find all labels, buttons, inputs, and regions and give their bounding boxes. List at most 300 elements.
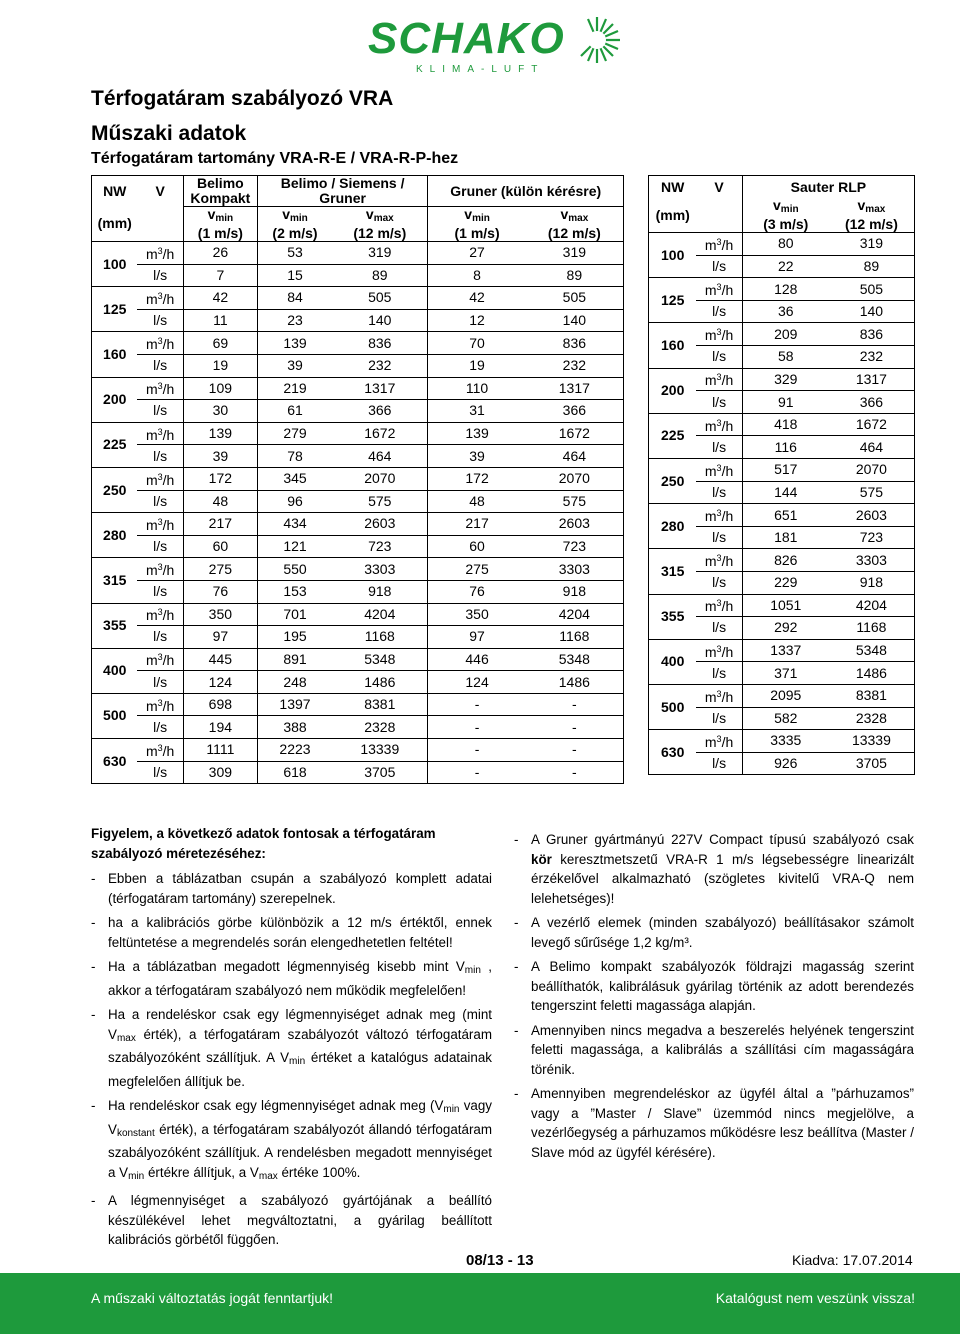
header-gruner: Gruner (külön kérésre)	[428, 176, 624, 207]
unit-cell: $m^3/h$	[145, 697, 175, 714]
value-cell: 124	[183, 671, 257, 694]
nw-cell: 355	[103, 617, 127, 634]
header-v: V	[155, 182, 165, 199]
unit-cell: $m^3/h$	[145, 607, 175, 624]
unit-cell: l/s	[137, 626, 183, 649]
value-cell: 116	[742, 436, 829, 459]
value-cell: 2223	[257, 739, 332, 762]
value-cell: 139	[428, 422, 526, 445]
table-row	[92, 377, 624, 400]
value-cell: 723	[829, 526, 915, 549]
table-row	[92, 739, 624, 762]
unit-cell: $m^3/h$	[145, 381, 175, 398]
table-row	[649, 639, 915, 662]
value-cell: 13339	[851, 732, 891, 749]
table-row	[92, 467, 624, 490]
table-row	[649, 459, 915, 482]
nw-cell: 200	[661, 382, 685, 399]
value-cell: 366	[526, 400, 624, 423]
value-cell: 124	[428, 671, 526, 694]
unit-cell: l/s	[696, 481, 742, 504]
value-cell: 1168	[332, 626, 428, 649]
nw-cell: 400	[103, 662, 127, 679]
unit-cell: $m^3/h$	[145, 742, 175, 759]
value-cell: 60	[428, 535, 526, 558]
table-row	[649, 594, 915, 617]
notes-title: Figyelem, a következő adatok fontosak a térfogatáram szabályozó méretezéséhez:	[91, 826, 436, 861]
unit-cell: $m^3/h$	[145, 245, 175, 262]
value-cell: 217	[183, 513, 257, 536]
value-cell: 1672	[558, 425, 590, 442]
logo-wordmark: SCHAKO	[368, 14, 565, 63]
logo-tagline: KLIMA-LUFT	[416, 64, 545, 75]
value-cell: -	[428, 761, 526, 784]
table-row	[92, 558, 624, 581]
value-cell: 232	[526, 354, 624, 377]
value-cell: 97	[183, 626, 257, 649]
unit-cell: $m^3/h$	[145, 562, 175, 579]
table-row	[92, 287, 624, 310]
nw-cell: 630	[103, 752, 127, 769]
value-cell: 39	[183, 445, 257, 468]
value-cell: -	[428, 693, 526, 716]
value-cell: 60	[183, 535, 257, 558]
value-cell: 575	[332, 490, 428, 513]
nw-cell: 250	[103, 481, 127, 498]
value-cell: 345	[257, 467, 332, 490]
unit-cell: $m^3/h$	[704, 462, 734, 479]
value-cell: 1051	[742, 594, 829, 617]
table-row	[92, 535, 624, 558]
value-cell: 1317	[558, 379, 590, 396]
value-cell: 30	[183, 400, 257, 423]
value-cell: 232	[332, 354, 428, 377]
value-cell: 3303	[364, 560, 396, 577]
value-cell: 366	[332, 400, 428, 423]
value-cell: 2328	[829, 707, 915, 730]
nw-cell: 400	[661, 653, 685, 670]
value-cell: 836	[562, 334, 587, 351]
value-cell: 2603	[855, 506, 887, 523]
value-cell: 96	[257, 490, 332, 513]
header-belimo: Belimo Kompakt	[183, 176, 257, 207]
value-cell: 292	[742, 617, 829, 640]
unit-cell: $m^3/h$	[704, 688, 734, 705]
value-cell: 7	[183, 264, 257, 287]
unit-cell: l/s	[696, 255, 742, 278]
table-row	[92, 354, 624, 377]
value-cell: 550	[257, 558, 332, 581]
volume-flow-table	[91, 175, 624, 784]
value-cell: 8381	[855, 687, 887, 704]
value-cell: 19	[183, 354, 257, 377]
value-cell: -	[526, 761, 624, 784]
header-vmax-sauter: $v_{max}$ (12 m/s)	[844, 197, 898, 233]
table-row	[92, 716, 624, 739]
value-cell: 918	[526, 580, 624, 603]
unit-cell: l/s	[137, 400, 183, 423]
value-cell: 2070	[558, 470, 590, 487]
unit-cell: $m^3/h$	[145, 652, 175, 669]
value-cell: 446	[428, 648, 526, 671]
unit-cell: $m^3/h$	[704, 372, 734, 389]
value-cell: -	[572, 696, 577, 713]
value-cell: 109	[183, 377, 257, 400]
value-cell: 826	[742, 549, 829, 572]
value-cell: 144	[742, 481, 829, 504]
value-cell: 76	[183, 580, 257, 603]
value-cell: 1486	[829, 662, 915, 685]
value-cell: 918	[829, 572, 915, 595]
value-cell: 505	[859, 280, 884, 297]
value-cell: -	[572, 741, 577, 758]
value-cell: 434	[257, 513, 332, 536]
value-cell: 8381	[364, 696, 396, 713]
value-cell: 172	[183, 467, 257, 490]
nw-cell: 125	[661, 291, 685, 308]
value-cell: 48	[428, 490, 526, 513]
value-cell: 575	[526, 490, 624, 513]
unit-cell: l/s	[696, 707, 742, 730]
note-item: - A Gruner gyártmányú 227V Compact típusú szabályozó csak kör keresztmetszetű VRA-R 1 m/s légsebességre linearizált érzékelővel alkalmazható (szögletes kivitelű VRA-Q nem lelehetséges)!	[514, 832, 914, 906]
nw-cell: 280	[103, 526, 127, 543]
value-cell: 2070	[364, 470, 396, 487]
table-row	[92, 332, 624, 355]
table-row	[649, 413, 915, 436]
value-cell: 517	[742, 459, 829, 482]
value-cell: 42	[183, 287, 257, 310]
value-cell: 217	[428, 513, 526, 536]
value-cell: 194	[183, 716, 257, 739]
value-cell: 319	[562, 244, 587, 261]
value-cell: 1317	[364, 379, 396, 396]
unit-cell: l/s	[696, 346, 742, 369]
unit-cell: l/s	[696, 617, 742, 640]
note-item: - Ha rendeléskor csak egy légmennyiséget adnak meg ($V_{min}$ vagy $V_{konstant}$ érték), a térfogatáram szabályozót állandó térfogatáram szabályozóként szállítjuk. A rendelésben megadott mennyiséget a $V_{min}$ értékre állítjuk, a $V_{max}$ értéke 100%.	[91, 1098, 492, 1182]
table-row	[649, 549, 915, 572]
table-row	[92, 309, 624, 332]
value-cell: 26	[183, 242, 257, 265]
unit-cell: l/s	[137, 671, 183, 694]
unit-cell: $m^3/h$	[145, 290, 175, 307]
footer-left-text: A műszaki változtatás jogát fenntartjuk!	[91, 1290, 334, 1306]
unit-cell: $m^3/h$	[704, 282, 734, 299]
nw-cell: 630	[661, 743, 685, 760]
value-cell: -	[428, 716, 526, 739]
table-row	[92, 242, 624, 265]
note-item: - Amennyiben megrendeléskor az ügyfél által a ”párhuzamos” vagy a ”Master / Slave” üzemmód nincs megjelölve, a vezérlőegység a párhuzamos működésre lesz beállítva (Master / Slave mód az ügyfél kérésére).	[514, 1086, 914, 1160]
value-cell: 2070	[855, 461, 887, 478]
value-cell: 1486	[526, 671, 624, 694]
value-cell: 13339	[360, 741, 400, 758]
value-cell: 22	[742, 255, 829, 278]
nw-cell: 160	[103, 345, 127, 362]
nw-cell: 355	[661, 608, 685, 625]
value-cell: 329	[742, 368, 829, 391]
unit-cell: $m^3/h$	[704, 236, 734, 253]
unit-cell: l/s	[137, 264, 183, 287]
value-cell: 1397	[257, 693, 332, 716]
value-cell: 309	[183, 761, 257, 784]
unit-cell: $m^3/h$	[704, 598, 734, 615]
table-row	[649, 684, 915, 707]
unit-cell: l/s	[696, 662, 742, 685]
value-cell: 4204	[364, 605, 396, 622]
table-row	[92, 693, 624, 716]
value-cell: 918	[332, 580, 428, 603]
value-cell: -	[526, 716, 624, 739]
value-cell: 371	[742, 662, 829, 685]
value-cell: 140	[332, 309, 428, 332]
unit-cell: $m^3/h$	[145, 516, 175, 533]
value-cell: 1337	[742, 639, 829, 662]
value-cell: 3705	[332, 761, 428, 784]
value-cell: 464	[829, 436, 915, 459]
value-cell: 1168	[526, 626, 624, 649]
table-row	[92, 648, 624, 671]
sun-rays-icon	[573, 16, 621, 64]
table-row	[649, 504, 915, 527]
note-item: - A vezérlő elemek (minden szabályozó) beállításakor számolt levegő sűrűsége 1,2 kg/m³.	[514, 915, 914, 950]
nw-cell: 250	[661, 472, 685, 489]
header-vmax-siemens: $v_{max}$ (12 m/s)	[332, 207, 428, 242]
schako-logo	[368, 14, 620, 74]
value-cell: 23	[257, 309, 332, 332]
value-cell: 19	[428, 354, 526, 377]
unit-cell: l/s	[137, 309, 183, 332]
value-cell: 651	[742, 504, 829, 527]
table-row	[92, 264, 624, 287]
value-cell: 582	[742, 707, 829, 730]
value-cell: 1672	[855, 416, 887, 433]
unit-cell: $m^3/h$	[704, 553, 734, 570]
table-row	[649, 730, 915, 753]
unit-cell: $m^3/h$	[145, 336, 175, 353]
nw-cell: 125	[103, 300, 127, 317]
value-cell: 53	[257, 242, 332, 265]
value-cell: 1168	[829, 617, 915, 640]
value-cell: 153	[257, 580, 332, 603]
value-cell: 110	[428, 377, 526, 400]
value-cell: 139	[257, 332, 332, 355]
value-cell: 4204	[558, 605, 590, 622]
value-cell: 3705	[829, 752, 915, 775]
value-cell: 891	[257, 648, 332, 671]
value-cell: 48	[183, 490, 257, 513]
value-cell: 464	[332, 445, 428, 468]
value-cell: 505	[562, 289, 587, 306]
value-cell: 445	[183, 648, 257, 671]
note-item: - Amennyiben nincs megadva a beszerelés helyének tengerszint feletti magassága, a kalibrálás a szállítási cím magasságára törénik.	[514, 1022, 914, 1077]
table-row	[92, 580, 624, 603]
value-cell: 248	[257, 671, 332, 694]
value-cell: 1672	[364, 425, 396, 442]
value-cell: 2603	[558, 515, 590, 532]
value-cell: 8	[428, 264, 526, 287]
unit-cell: $m^3/h$	[704, 508, 734, 525]
value-cell: 80	[742, 233, 829, 256]
value-cell: 31	[428, 400, 526, 423]
notes-right	[514, 830, 914, 1167]
unit-cell: $m^3/h$	[145, 471, 175, 488]
value-cell: 319	[368, 244, 392, 261]
value-cell: 575	[829, 481, 915, 504]
value-cell: 279	[257, 422, 332, 445]
value-cell: 39	[428, 445, 526, 468]
header-vmin-sauter: $v_{min}$ (3 m/s)	[742, 198, 829, 233]
page-number: 08/13 - 13	[466, 1252, 534, 1269]
unit-cell: l/s	[137, 761, 183, 784]
nw-cell: 225	[661, 427, 685, 444]
table-row	[92, 422, 624, 445]
header-nw: NW	[103, 182, 127, 199]
footer-right-text: Katalógust nem veszünk vissza!	[715, 1290, 915, 1306]
value-cell: 275	[428, 558, 526, 581]
unit-cell: l/s	[696, 300, 742, 323]
value-cell: 698	[183, 693, 257, 716]
note-item: - A légmennyiséget a szabályozó gyártójának a beállító készülékével lehet megváltoztatni, a gyárilag beállított kalibrációs görbétől függően.	[91, 1193, 492, 1247]
value-cell: 5348	[364, 650, 396, 667]
value-cell: 723	[332, 535, 428, 558]
value-cell: 128	[742, 278, 829, 301]
header-vmax-gruner: $v_{max}$ (12 m/s)	[526, 207, 624, 242]
header-mm: (mm)	[97, 215, 132, 232]
value-cell: 89	[526, 264, 624, 287]
value-cell: 3303	[855, 551, 887, 568]
nw-cell: 500	[103, 707, 127, 724]
table-row	[92, 626, 624, 649]
value-cell: 70	[428, 332, 526, 355]
unit-cell: $m^3/h$	[704, 643, 734, 660]
value-cell: 366	[829, 391, 915, 414]
value-cell: 15	[257, 264, 332, 287]
value-cell: 350	[428, 603, 526, 626]
note-item: - ha a kalibrációs görbe különbözik a 12 m/s értéktől, ennek feltüntetése a megrendelés során elengedhetetlen feltétel!	[91, 915, 492, 950]
value-cell: 836	[859, 325, 884, 342]
value-cell: 319	[859, 235, 884, 252]
value-cell: 2603	[364, 515, 396, 532]
nw-cell: 100	[661, 246, 685, 263]
document-title: Térfogatáram szabályozó VRA	[91, 87, 394, 110]
value-cell: 91	[742, 391, 829, 414]
nw-cell: 280	[661, 517, 685, 534]
value-cell: 3335	[742, 730, 829, 753]
note-item: - A Belimo kompakt szabályozók földrajzi magasság szerint beállíthatók, kalibrálásuk gyárilag történik az adott berendezés tengerszint feletti magassága alapján.	[514, 959, 914, 1013]
value-cell: 39	[257, 354, 332, 377]
value-cell: 418	[742, 413, 829, 436]
value-cell: 275	[183, 558, 257, 581]
unit-cell: l/s	[696, 752, 742, 775]
value-cell: 69	[183, 332, 257, 355]
value-cell: 36	[742, 300, 829, 323]
table-row	[92, 761, 624, 784]
value-cell: 388	[257, 716, 332, 739]
unit-cell: $m^3/h$	[704, 733, 734, 750]
value-cell: 42	[428, 287, 526, 310]
unit-cell: l/s	[137, 445, 183, 468]
notes-left	[91, 824, 492, 1255]
value-cell: 2328	[332, 716, 428, 739]
nw-cell: 200	[103, 391, 127, 408]
unit-cell: l/s	[137, 580, 183, 603]
unit-cell: l/s	[696, 391, 742, 414]
header-vmin-siemens: $v_{min}$ (2 m/s)	[257, 207, 332, 242]
header-v: V	[714, 178, 724, 195]
unit-cell: l/s	[696, 526, 742, 549]
value-cell: 350	[183, 603, 257, 626]
value-cell: 181	[742, 526, 829, 549]
table-row	[649, 233, 915, 256]
value-cell: 836	[368, 334, 392, 351]
nw-cell: 225	[103, 436, 127, 453]
header-vmin-belimo: $v_{min}$ (1 m/s)	[183, 207, 257, 242]
value-cell: 618	[257, 761, 332, 784]
table-row	[649, 278, 915, 301]
table-row	[649, 323, 915, 346]
value-cell: 1317	[855, 370, 887, 387]
value-cell: 5348	[855, 642, 887, 659]
table-row	[92, 603, 624, 626]
unit-cell: l/s	[137, 716, 183, 739]
nw-cell: 160	[661, 337, 685, 354]
value-cell: 58	[742, 346, 829, 369]
header-nw: NW	[661, 178, 685, 195]
header-vmin-gruner: $v_{min}$ (1 m/s)	[428, 207, 526, 242]
value-cell: 229	[742, 572, 829, 595]
value-cell: 78	[257, 445, 332, 468]
unit-cell: l/s	[696, 572, 742, 595]
note-item: - Ha a rendeléskor csak egy légmennyiséget adnak meg (mint $V_{max}$ érték), a térfogatáram szabályozót változó térfogatáram szabályozóként szállítjuk. A $V_{min}$ értéket a katalógus adatainak megfelelően állítjuk be.	[91, 1007, 492, 1089]
value-cell: 76	[428, 580, 526, 603]
value-cell: 140	[526, 309, 624, 332]
nw-cell: 100	[103, 255, 127, 272]
nw-cell: 500	[661, 698, 685, 715]
value-cell: 195	[257, 626, 332, 649]
nw-cell: 315	[103, 571, 127, 588]
header-belimo-siemens: Belimo / Siemens / Gruner	[257, 176, 428, 207]
value-cell: 232	[829, 346, 915, 369]
section-title: Műszaki adatok	[91, 122, 247, 145]
table-row	[92, 445, 624, 468]
sauter-table	[648, 175, 915, 775]
value-cell: 2095	[742, 684, 829, 707]
value-cell: 701	[257, 603, 332, 626]
table-row	[92, 490, 624, 513]
note-item: - Ebben a táblázatban csupán a szabályozó komplett adatai (térfogatáram tartomány) szerepelnek.	[91, 871, 492, 906]
value-cell: 219	[257, 377, 332, 400]
value-cell: 11	[183, 309, 257, 332]
value-cell: 4204	[855, 596, 887, 613]
unit-cell: $m^3/h$	[145, 426, 175, 443]
value-cell: 3303	[558, 560, 590, 577]
unit-cell: l/s	[137, 535, 183, 558]
note-item: - Ha a táblázatban megadott légmennyiség kisebb mint $V_{min}$ , akkor a térfogatáram szabályozó nem működik megfelelően!	[91, 959, 492, 998]
value-cell: 140	[829, 300, 915, 323]
value-cell: 97	[428, 626, 526, 649]
unit-cell: l/s	[137, 354, 183, 377]
table-row	[92, 671, 624, 694]
value-cell: 139	[183, 422, 257, 445]
value-cell: 209	[742, 323, 829, 346]
issue-date: Kiadva: 17.07.2014	[792, 1252, 913, 1268]
unit-cell: l/s	[137, 490, 183, 513]
unit-cell: l/s	[696, 436, 742, 459]
value-cell: 89	[829, 255, 915, 278]
value-cell: 121	[257, 535, 332, 558]
value-cell: 1111	[183, 739, 257, 762]
value-cell: 84	[257, 287, 332, 310]
value-cell: 5348	[558, 650, 590, 667]
